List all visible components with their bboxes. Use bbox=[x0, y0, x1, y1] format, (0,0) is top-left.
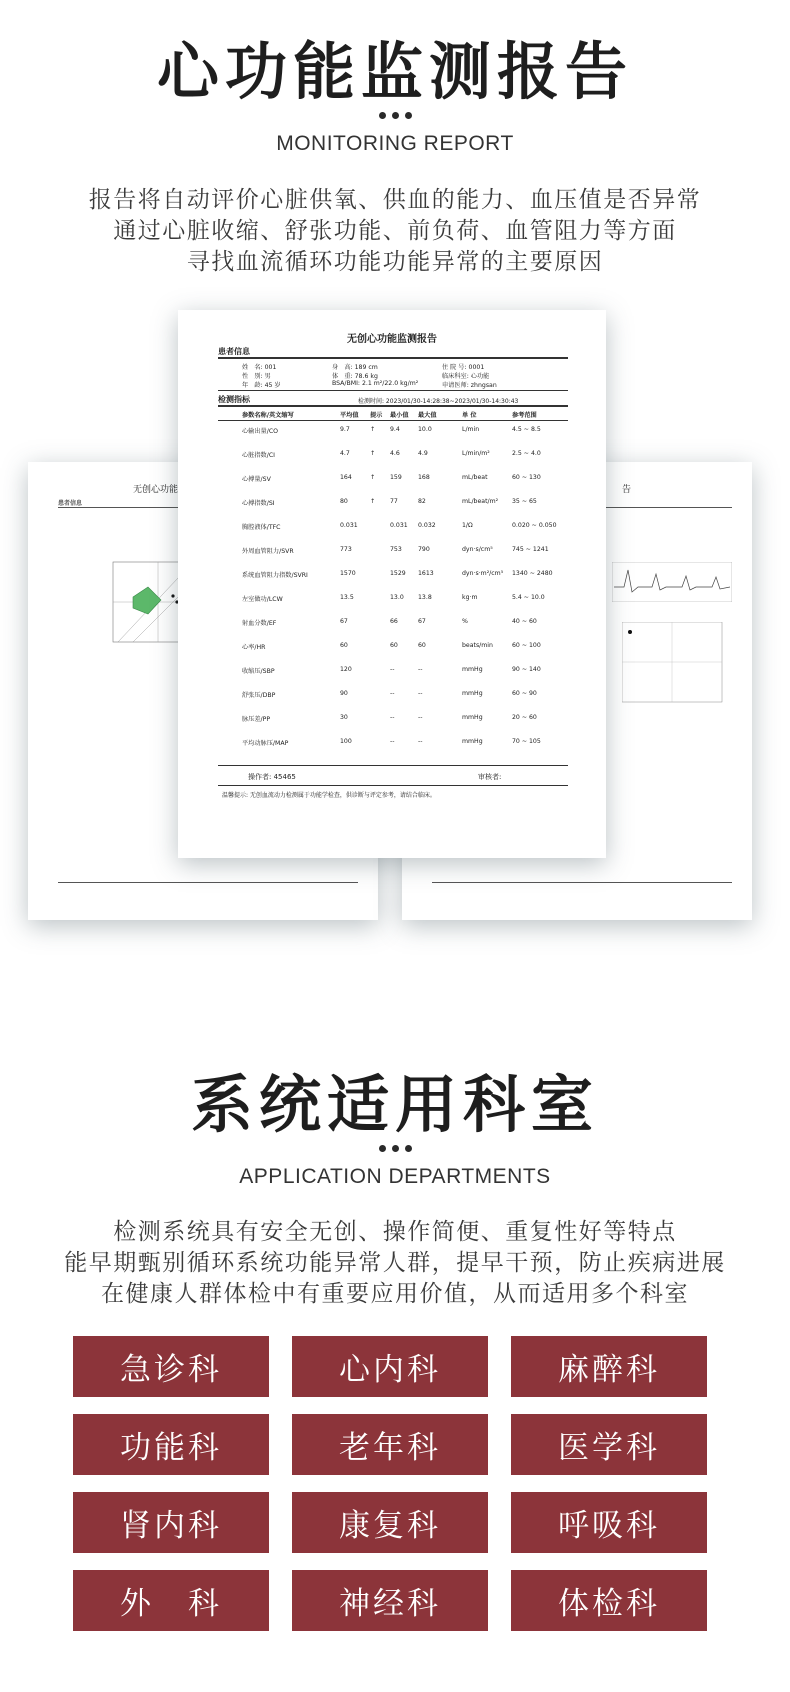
table-cell: -- bbox=[390, 714, 395, 721]
table-row bbox=[222, 690, 562, 700]
table-cell: ↑ bbox=[370, 426, 376, 433]
table-cell: mmHg bbox=[462, 690, 483, 697]
table-cell: mL/beat bbox=[462, 474, 488, 481]
table-cell: 左室做功/LCW bbox=[242, 596, 283, 603]
department-tile: 康复科 bbox=[292, 1492, 488, 1553]
table-cell: 40 ~ 60 bbox=[512, 618, 537, 625]
table-cell: 9.4 bbox=[390, 426, 400, 433]
patient-cell: 性 别: 男 bbox=[242, 373, 271, 380]
table-cell: 2.5 ~ 4.0 bbox=[512, 450, 541, 457]
table-cell: 4.5 ~ 8.5 bbox=[512, 426, 541, 433]
patient-cell: 申请医师: zhngsan bbox=[442, 382, 497, 389]
divider bbox=[218, 785, 568, 786]
table-row bbox=[222, 570, 562, 580]
table-cell: 4.9 bbox=[418, 450, 428, 457]
table-cell: -- bbox=[418, 666, 423, 673]
table-cell: mL/beat/m² bbox=[462, 498, 499, 505]
table-cell: 60 ~ 130 bbox=[512, 474, 541, 481]
table-cell: 13.5 bbox=[340, 594, 354, 601]
table-header-row bbox=[222, 410, 562, 420]
report-preview bbox=[0, 300, 790, 960]
table-cell: 90 bbox=[340, 690, 348, 697]
table-cell: 753 bbox=[390, 546, 402, 553]
table-cell: 60 bbox=[340, 642, 348, 649]
department-tile: 心内科 bbox=[292, 1336, 488, 1397]
table-cell: 平均动脉压/MAP bbox=[242, 740, 289, 747]
table-cell: -- bbox=[418, 690, 423, 697]
patient-cell: 身 高: 189 cm bbox=[332, 364, 378, 371]
table-cell: 60 bbox=[390, 642, 398, 649]
table-cell: ↑ bbox=[370, 450, 376, 457]
table-header-cell: 提示 bbox=[370, 412, 383, 419]
department-tile: 肾内科 bbox=[73, 1492, 269, 1553]
table-cell: mmHg bbox=[462, 666, 483, 673]
table-cell: -- bbox=[390, 690, 395, 697]
divider bbox=[432, 882, 732, 883]
indices-heading: 检测指标 bbox=[218, 395, 250, 404]
table-cell: 120 bbox=[340, 666, 352, 673]
table-cell: 13.8 bbox=[418, 594, 432, 601]
department-tile: 功能科 bbox=[73, 1414, 269, 1475]
table-row bbox=[222, 546, 562, 556]
report-page-main bbox=[178, 310, 606, 858]
table-cell: 745 ~ 1241 bbox=[512, 546, 549, 553]
divider bbox=[58, 882, 358, 883]
table-cell: 9.7 bbox=[340, 426, 350, 433]
table-cell: 35 ~ 65 bbox=[512, 498, 537, 505]
table-row bbox=[222, 594, 562, 604]
desc-line: 在健康人群体检中有重要应用价值，从而适用多个科室 bbox=[101, 1281, 689, 1307]
department-tile: 麻醉科 bbox=[511, 1336, 707, 1397]
desc-line: 能早期甄别循环系统功能异常人群，提早干预，防止疾病进展 bbox=[64, 1250, 726, 1276]
table-header-cell: 参考范围 bbox=[512, 412, 537, 419]
table-cell: beats/min bbox=[462, 642, 493, 649]
report-subtitle-en: MONITORING REPORT bbox=[276, 132, 514, 155]
table-cell: -- bbox=[390, 738, 395, 745]
table-cell: -- bbox=[418, 714, 423, 721]
patient-cell: BSA/BMI: 2.1 m²/22.0 kg/m² bbox=[332, 380, 419, 387]
waveform-chart bbox=[612, 562, 732, 602]
table-cell: L/min/m² bbox=[462, 450, 490, 457]
table-cell: 心率/HR bbox=[242, 644, 266, 651]
departments-description bbox=[0, 1217, 790, 1310]
table-cell: 心脏指数/CI bbox=[242, 452, 275, 459]
table-cell: ↑ bbox=[370, 474, 376, 481]
table-cell: kg·m bbox=[462, 594, 478, 601]
patient-cell: 姓 名: 001 bbox=[242, 364, 277, 371]
table-cell: 舒张压/DBP bbox=[242, 692, 276, 699]
table-cell: mmHg bbox=[462, 738, 483, 745]
divider bbox=[218, 357, 568, 359]
detect-time: 检测时间: 2023/01/30-14:28:38~2023/01/30-14:30:43 bbox=[358, 398, 519, 405]
table-cell: 5.4 ~ 10.0 bbox=[512, 594, 545, 601]
table-cell: 系统血管阻力指数/SVRI bbox=[242, 572, 308, 579]
divider bbox=[602, 507, 732, 508]
table-cell: 159 bbox=[390, 474, 402, 481]
department-tile: 呼吸科 bbox=[511, 1492, 707, 1553]
departments-section-title: 系统适用科室 bbox=[190, 1068, 599, 1141]
title-dots bbox=[0, 1137, 790, 1156]
table-cell: 1/Ω bbox=[462, 522, 473, 529]
table-cell: 射血分数/EF bbox=[242, 620, 277, 627]
table-cell: 90 ~ 140 bbox=[512, 666, 541, 673]
table-row bbox=[222, 522, 562, 532]
table-header-cell: 单 位 bbox=[462, 412, 477, 419]
desc-line: 寻找血流循环功能功能异常的主要原因 bbox=[186, 249, 604, 275]
table-cell: -- bbox=[390, 666, 395, 673]
desc-line: 检测系统具有安全无创、操作简便、重复性好等特点 bbox=[113, 1219, 677, 1245]
table-cell: 168 bbox=[418, 474, 430, 481]
table-cell: 1340 ~ 2480 bbox=[512, 570, 553, 577]
table-cell: 心输出量/CO bbox=[242, 428, 279, 435]
patient-info-heading: 患者信息 bbox=[218, 347, 250, 356]
title-dots bbox=[0, 104, 790, 123]
patient-cell: 年 龄: 45 岁 bbox=[242, 382, 281, 389]
table-cell: 0.031 bbox=[340, 522, 358, 529]
table-cell: 30 bbox=[340, 714, 348, 721]
table-cell: % bbox=[462, 618, 468, 625]
scatter-chart bbox=[622, 622, 732, 712]
patient-cell: 临床科室: 心功能 bbox=[442, 373, 490, 380]
table-cell: 心搏指数/SI bbox=[242, 500, 275, 507]
table-cell: 82 bbox=[418, 498, 426, 505]
patient-cell: 体 重: 78.6 kg bbox=[332, 373, 378, 380]
desc-line: 报告将自动评价心脏供氧、供血的能力、血压值是否异常 bbox=[88, 187, 702, 213]
department-tile: 外 科 bbox=[73, 1570, 269, 1631]
table-cell: 60 bbox=[418, 642, 426, 649]
table-header-cell: 最大值 bbox=[418, 412, 437, 419]
table-cell: L/min bbox=[462, 426, 480, 433]
table-cell: 4.6 bbox=[390, 450, 400, 457]
report-description bbox=[0, 185, 790, 278]
table-row bbox=[222, 498, 562, 508]
table-cell: 70 ~ 105 bbox=[512, 738, 541, 745]
divider bbox=[218, 765, 568, 766]
table-cell: dyn·s·m²/cm⁵ bbox=[462, 570, 504, 577]
table-cell: -- bbox=[418, 738, 423, 745]
department-tile: 体检科 bbox=[511, 1570, 707, 1631]
table-row bbox=[222, 474, 562, 484]
report-section-title: 心功能监测报告 bbox=[156, 35, 633, 108]
table-cell: dyn·s/cm⁵ bbox=[462, 546, 493, 553]
table-cell: 67 bbox=[340, 618, 348, 625]
table-cell: 60 ~ 100 bbox=[512, 642, 541, 649]
patient-cell: 住 院 号: 0001 bbox=[442, 364, 485, 371]
table-cell: 1570 bbox=[340, 570, 356, 577]
table-cell: 77 bbox=[390, 498, 398, 505]
table-row bbox=[222, 618, 562, 628]
patient-row bbox=[222, 380, 562, 390]
table-cell: 80 bbox=[340, 498, 348, 505]
table-cell: ↑ bbox=[370, 498, 376, 505]
table-cell: 20 ~ 60 bbox=[512, 714, 537, 721]
departments-subtitle-en: APPLICATION DEPARTMENTS bbox=[239, 1165, 551, 1188]
table-cell: 60 ~ 90 bbox=[512, 690, 537, 697]
table-row bbox=[222, 426, 562, 436]
department-tile: 急诊科 bbox=[73, 1336, 269, 1397]
table-cell: 4.7 bbox=[340, 450, 350, 457]
reviewer: 审核者: bbox=[478, 773, 502, 781]
table-cell: 66 bbox=[390, 618, 398, 625]
left-page-section: 患者信息 bbox=[58, 500, 83, 507]
table-cell: mmHg bbox=[462, 714, 483, 721]
table-cell: 收缩压/SBP bbox=[242, 668, 275, 675]
divider bbox=[218, 405, 568, 407]
table-row bbox=[222, 714, 562, 724]
table-cell: 脉压差/PP bbox=[242, 716, 271, 723]
table-cell: 10.0 bbox=[418, 426, 432, 433]
table-header-cell: 参数名称/英文缩写 bbox=[242, 412, 294, 419]
table-cell: 773 bbox=[340, 546, 352, 553]
table-header-cell: 平均值 bbox=[340, 412, 359, 419]
operator: 操作者: 45465 bbox=[248, 773, 296, 781]
department-tile: 老年科 bbox=[292, 1414, 488, 1475]
divider bbox=[218, 390, 568, 391]
table-cell: 1613 bbox=[418, 570, 434, 577]
table-header-cell: 最小值 bbox=[390, 412, 409, 419]
report-title: 无创心功能监测报告 bbox=[347, 334, 437, 345]
department-tile: 医学科 bbox=[511, 1414, 707, 1475]
table-cell: 胸腔液体/TFC bbox=[242, 524, 281, 531]
table-row bbox=[222, 666, 562, 676]
table-cell: 164 bbox=[340, 474, 352, 481]
department-tile: 神经科 bbox=[292, 1570, 488, 1631]
table-cell: 1529 bbox=[390, 570, 406, 577]
divider bbox=[218, 420, 568, 421]
table-cell: 0.032 bbox=[418, 522, 436, 529]
desc-line: 通过心脏收缩、舒张功能、前负荷、血管阻力等方面 bbox=[113, 218, 677, 244]
table-cell: 67 bbox=[418, 618, 426, 625]
table-row bbox=[222, 450, 562, 460]
table-cell: 外周血管阻力/SVR bbox=[242, 548, 294, 555]
table-cell: 100 bbox=[340, 738, 352, 745]
table-row bbox=[222, 642, 562, 652]
footnote: 温馨提示: 无创血流动力检测属于功能学检查，供诊断与评定参考，请结合临床。 bbox=[222, 792, 436, 799]
table-cell: 790 bbox=[418, 546, 430, 553]
table-cell: 0.020 ~ 0.050 bbox=[512, 522, 557, 529]
table-row bbox=[222, 738, 562, 748]
table-cell: 0.031 bbox=[390, 522, 408, 529]
right-page-title: 告 bbox=[622, 485, 632, 495]
table-cell: 心搏量/SV bbox=[242, 476, 271, 483]
left-page-title: 无创心功能 bbox=[133, 485, 179, 495]
table-cell: 13.0 bbox=[390, 594, 404, 601]
